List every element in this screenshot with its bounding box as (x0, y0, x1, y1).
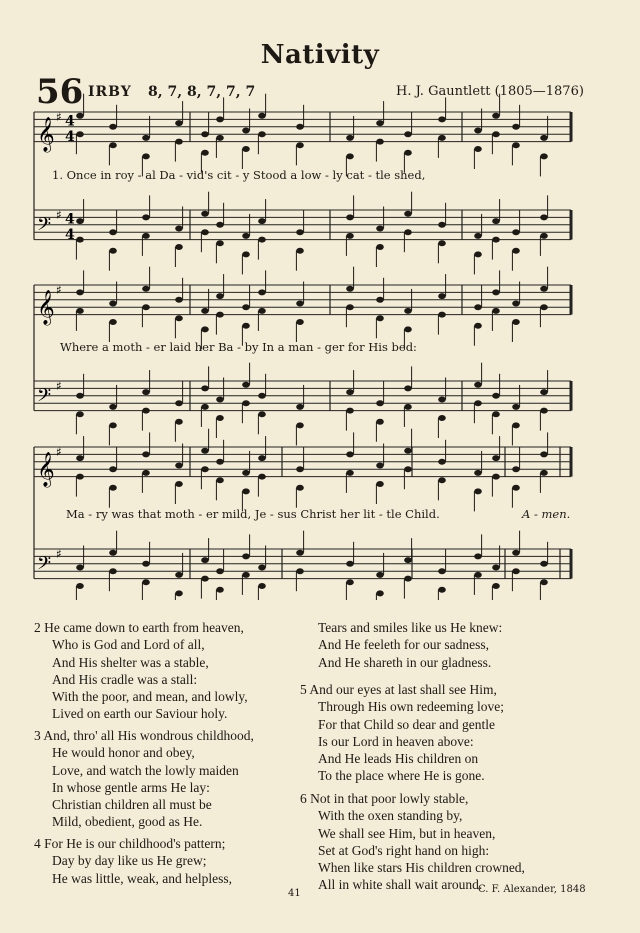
note-head (216, 587, 224, 593)
note-head (296, 142, 304, 148)
note-head (512, 550, 520, 556)
note-head (512, 404, 520, 410)
note-head (404, 131, 412, 137)
verse-4 (34, 835, 232, 887)
note-head (242, 553, 250, 559)
note-head (76, 565, 84, 571)
treble-clef-icon: 𝄞 (37, 116, 55, 152)
verse-4-cont (318, 619, 502, 671)
note-head (376, 139, 384, 145)
note-head (404, 150, 412, 156)
note-head (258, 474, 266, 480)
note-head (258, 411, 266, 417)
verse-line: In whose gentle arms He lay: (52, 779, 210, 795)
note-head (201, 466, 209, 472)
note-head (258, 393, 266, 399)
verse-line: 3 And, thro' all His wondrous childhood, (34, 728, 254, 743)
note-head (540, 579, 548, 585)
verse-line: And He leads His children on (318, 751, 479, 767)
note-head (201, 576, 209, 582)
lyric-line-3: Ma - ry was that moth - er mild, Je - sus Christ her lit - tle Child. (66, 507, 440, 521)
sharp-icon: ♯ (56, 546, 62, 561)
note-head (540, 135, 548, 141)
note-head (512, 319, 520, 325)
note-head (142, 135, 150, 141)
note-head (242, 382, 250, 388)
time-signature-top: 4 (65, 211, 75, 228)
note-head (242, 233, 250, 239)
note-head (76, 411, 84, 417)
verse-line: We shall see Him, but in heaven, (318, 825, 496, 841)
note-head (175, 120, 183, 126)
note-head (376, 590, 384, 596)
author-credit: C. F. Alexander, 1848 (478, 884, 586, 895)
verse-5 (300, 681, 504, 785)
note-head (540, 451, 548, 457)
verse-line: Christian children all must be (52, 797, 212, 813)
note-head (142, 470, 150, 476)
note-head (216, 222, 224, 228)
note-head (512, 124, 520, 130)
verse-line: And His shelter was a stable, (52, 654, 209, 670)
note-head (492, 218, 500, 224)
note-head (109, 124, 117, 130)
note-head (512, 229, 520, 235)
sharp-icon: ♯ (56, 378, 62, 393)
note-head (492, 289, 500, 295)
note-head (438, 568, 446, 574)
note-head (376, 419, 384, 425)
note-head (201, 308, 209, 314)
note-head (109, 485, 117, 491)
note-head (175, 572, 183, 578)
note-head (346, 233, 354, 239)
note-head (492, 308, 500, 314)
verse-line: Day by day like us He grew; (52, 853, 207, 869)
note-head (296, 248, 304, 254)
hymn-title: Nativity (260, 40, 380, 70)
note-head (216, 312, 224, 318)
note-head (142, 214, 150, 220)
note-head (540, 286, 548, 292)
verse-line: Who is God and Lord of all, (52, 637, 205, 653)
note-head (296, 319, 304, 325)
note-head (540, 304, 548, 310)
note-head (512, 485, 520, 491)
verse-line: And He shareth in our gladness. (318, 654, 492, 670)
note-head (492, 131, 500, 137)
note-head (258, 218, 266, 224)
page-number: 41 (288, 888, 301, 899)
verse-line: He would honor and obey, (52, 745, 195, 761)
bass-clef-icon: 𝄢 (37, 553, 52, 579)
note-head (258, 289, 266, 295)
note-head (109, 319, 117, 325)
note-head (242, 251, 250, 257)
note-head (109, 142, 117, 148)
note-head (258, 131, 266, 137)
note-head (201, 150, 209, 156)
note-head (76, 308, 84, 314)
note-head (242, 470, 250, 476)
note-head (474, 304, 482, 310)
note-head (258, 565, 266, 571)
hymn-number: 56 (36, 72, 84, 112)
note-head (296, 568, 304, 574)
note-head (216, 568, 224, 574)
note-head (216, 459, 224, 465)
amen-text: A - men. (522, 507, 571, 521)
note-head (438, 135, 446, 141)
verse-line: With the oxen standing by, (318, 808, 463, 824)
note-head (474, 251, 482, 257)
note-head (76, 131, 84, 137)
note-head (404, 385, 412, 391)
note-head (76, 583, 84, 589)
note-head (242, 323, 250, 329)
verse-line: Lived on earth our Saviour holy. (52, 706, 228, 722)
note-head (404, 229, 412, 235)
note-head (438, 222, 446, 228)
note-head (296, 422, 304, 428)
note-head (438, 116, 446, 122)
note-head (540, 233, 548, 239)
note-head (296, 466, 304, 472)
note-head (346, 389, 354, 395)
note-head (242, 128, 250, 134)
note-head (296, 404, 304, 410)
note-head (175, 244, 183, 250)
verse-line: All in white shall wait around. (318, 877, 483, 893)
note-head (242, 304, 250, 310)
note-head (175, 315, 183, 321)
note-head (216, 477, 224, 483)
note-head (201, 448, 209, 454)
note-head (438, 240, 446, 246)
verse-line: Tears and smiles like us He knew: (318, 620, 503, 635)
note-head (258, 308, 266, 314)
note-head (242, 400, 250, 406)
note-head (76, 455, 84, 461)
note-head (492, 113, 500, 119)
note-head (376, 572, 384, 578)
note-head (175, 481, 183, 487)
note-head (512, 142, 520, 148)
note-head (346, 451, 354, 457)
note-head (142, 389, 150, 395)
note-head (258, 113, 266, 119)
note-head (438, 477, 446, 483)
note-head (201, 557, 209, 563)
note-head (175, 419, 183, 425)
note-head (474, 488, 482, 494)
verse-6 (300, 790, 525, 894)
note-head (438, 415, 446, 421)
note-head (258, 455, 266, 461)
note-head (216, 415, 224, 421)
note-head (376, 315, 384, 321)
note-head (540, 408, 548, 414)
note-head (540, 153, 548, 159)
note-head (540, 470, 548, 476)
note-head (76, 113, 84, 119)
note-head (76, 289, 84, 295)
note-head (404, 576, 412, 582)
note-head (346, 408, 354, 414)
bass-clef-icon: 𝄢 (37, 385, 52, 411)
note-head (404, 308, 412, 314)
note-head (76, 474, 84, 480)
note-head (346, 304, 354, 310)
verse-line: Set at God's right hand on high: (318, 842, 490, 858)
verse-line: He was little, weak, and helpless, (52, 870, 232, 886)
note-head (201, 404, 209, 410)
note-head (438, 459, 446, 465)
note-head (242, 146, 250, 152)
note-head (540, 214, 548, 220)
note-head (474, 470, 482, 476)
note-head (175, 297, 183, 303)
note-head (438, 587, 446, 593)
composer-credit: H. J. Gauntlett (1805—1876) (396, 84, 584, 99)
note-head (492, 411, 500, 417)
verse-line: 6 Not in that poor lowly stable, (300, 791, 469, 806)
note-head (404, 557, 412, 563)
note-head (242, 488, 250, 494)
note-head (216, 293, 224, 299)
note-head (438, 397, 446, 403)
note-head (296, 485, 304, 491)
note-head (512, 248, 520, 254)
note-head (109, 404, 117, 410)
note-head (376, 297, 384, 303)
note-head (175, 226, 183, 232)
lyric-line-1: 1. Once in roy - al Da - vid's cit - y Stood a low - ly cat - tle shed, (52, 168, 426, 182)
verse-line: And His cradle was a stall: (52, 671, 198, 687)
note-head (404, 466, 412, 472)
verse-line: 2 He came down to earth from heaven, (34, 620, 244, 635)
verse-line: For that Child so dear and gentle (318, 716, 495, 732)
note-head (492, 237, 500, 243)
meter: 8, 7, 8, 7, 7, 7 (148, 84, 256, 100)
note-head (109, 229, 117, 235)
note-head (142, 286, 150, 292)
note-head (404, 404, 412, 410)
note-head (216, 116, 224, 122)
note-head (492, 455, 500, 461)
note-head (474, 400, 482, 406)
treble-clef-icon: 𝄞 (37, 289, 55, 325)
note-head (474, 382, 482, 388)
sharp-icon: ♯ (56, 207, 62, 222)
note-head (376, 120, 384, 126)
note-head (474, 323, 482, 329)
note-head (142, 451, 150, 457)
note-head (175, 590, 183, 596)
note-head (492, 583, 500, 589)
note-head (216, 135, 224, 141)
note-head (512, 568, 520, 574)
note-head (512, 301, 520, 307)
note-head (142, 153, 150, 159)
verse-line: To the place where He is gone. (318, 768, 485, 784)
bass-clef-icon: 𝄢 (37, 214, 52, 240)
note-head (376, 400, 384, 406)
note-head (175, 400, 183, 406)
note-head (258, 237, 266, 243)
note-head (142, 561, 150, 567)
note-head (376, 226, 384, 232)
note-head (492, 565, 500, 571)
note-head (142, 233, 150, 239)
note-head (346, 135, 354, 141)
note-head (492, 474, 500, 480)
note-head (376, 463, 384, 469)
note-head (474, 553, 482, 559)
note-head (492, 393, 500, 399)
time-signature-bottom: 4 (65, 226, 75, 243)
note-head (76, 393, 84, 399)
note-head (201, 229, 209, 235)
verse-line: Through His own redeeming love; (318, 699, 504, 715)
note-head (258, 583, 266, 589)
note-head (175, 139, 183, 145)
note-head (438, 312, 446, 318)
note-head (346, 579, 354, 585)
note-head (296, 124, 304, 130)
note-head (109, 550, 117, 556)
note-head (296, 301, 304, 307)
note-head (540, 561, 548, 567)
note-head (474, 233, 482, 239)
note-head (474, 572, 482, 578)
note-head (404, 211, 412, 217)
note-head (175, 463, 183, 469)
tune-name: IRBY (88, 84, 132, 100)
time-signature-bottom: 4 (65, 128, 75, 145)
note-head (142, 304, 150, 310)
note-head (296, 229, 304, 235)
sharp-icon: ♯ (56, 444, 62, 459)
verse-line: 4 For He is our childhood's pattern; (34, 836, 226, 851)
note-head (376, 244, 384, 250)
note-head (242, 572, 250, 578)
note-head (201, 326, 209, 332)
note-head (512, 422, 520, 428)
note-head (76, 237, 84, 243)
note-head (109, 248, 117, 254)
verse-3 (34, 727, 254, 831)
note-head (142, 579, 150, 585)
note-head (346, 470, 354, 476)
note-head (376, 481, 384, 487)
note-head (438, 293, 446, 299)
note-head (346, 214, 354, 220)
note-head (201, 131, 209, 137)
note-head (296, 550, 304, 556)
verse-line: Is our Lord in heaven above: (318, 733, 474, 749)
note-head (216, 240, 224, 246)
note-head (512, 466, 520, 472)
note-head (216, 397, 224, 403)
note-head (109, 422, 117, 428)
verse-line: When like stars His children crowned, (318, 860, 525, 876)
time-signature-top: 4 (65, 113, 75, 130)
sharp-icon: ♯ (56, 282, 62, 297)
note-head (346, 561, 354, 567)
verse-2 (34, 619, 248, 723)
note-head (346, 153, 354, 159)
note-head (109, 301, 117, 307)
note-head (540, 389, 548, 395)
note-head (404, 448, 412, 454)
note-head (76, 218, 84, 224)
treble-clef-icon: 𝄞 (37, 451, 55, 487)
verse-line: Love, and watch the lowly maiden (52, 762, 239, 778)
lyric-line-2: Where a moth - er laid her Ba - by In a man - ger for His bed: (60, 340, 417, 354)
note-head (346, 286, 354, 292)
note-head (109, 568, 117, 574)
note-head (474, 128, 482, 134)
verse-line: 5 And our eyes at last shall see Him, (300, 682, 497, 697)
verse-line: Mild, obedient, good as He. (52, 814, 203, 830)
note-head (201, 385, 209, 391)
sharp-icon: ♯ (56, 109, 62, 124)
note-head (109, 466, 117, 472)
note-head (201, 211, 209, 217)
verse-line: With the poor, and mean, and lowly, (52, 689, 248, 705)
note-head (404, 326, 412, 332)
verse-line: And He feeleth for our sadness, (318, 637, 489, 653)
note-head (474, 146, 482, 152)
note-head (142, 408, 150, 414)
